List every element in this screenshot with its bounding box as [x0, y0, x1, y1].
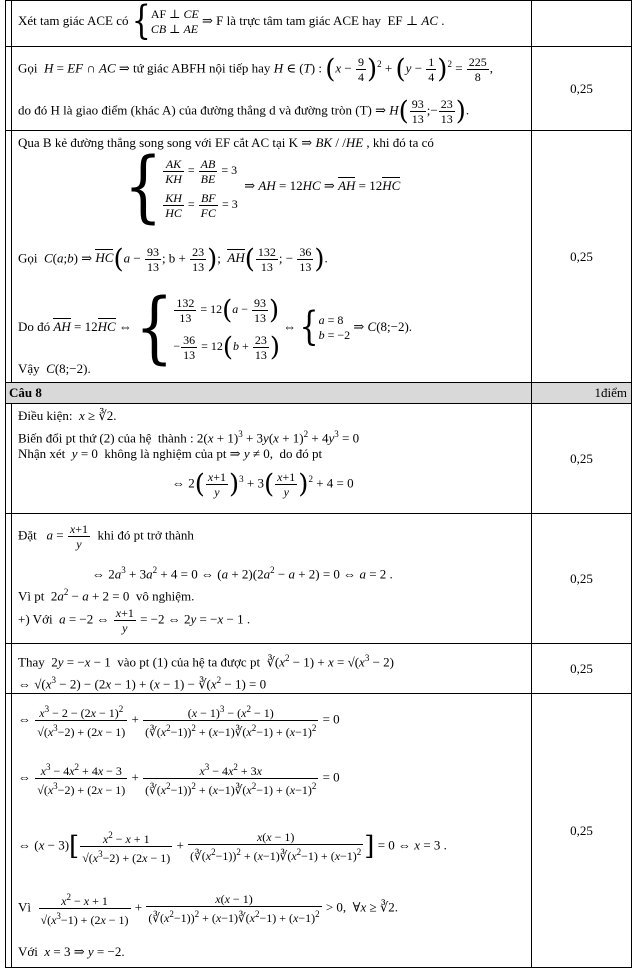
row-4-line-3: Nhận xét y = 0 không là nghiệm của pt ⇒ y ≠ 0, do đó pt: [18, 446, 323, 461]
row-2: [6, 47, 632, 131]
row-5-points: 0,25: [532, 514, 632, 644]
row-7-line-5: Với x = 3 ⇒ y = −2.: [18, 944, 125, 959]
row-3-content: [12, 131, 532, 383]
row-3-line-3: Gọi C(a;b) ⇒ HC(a − $\frac{93}{13}$ ; b + $\frac{23}{13}$ ); AH( $\frac{132}{13}$ ; − $\frac{36}{13}$ ).: [18, 244, 328, 275]
row-3-line-2: { $\frac{AK}{KH}$ = $\frac{AB}{BE}$ = 3 $\frac{KH}{HC}$ = $\frac{BF}{FC}$ = 3 ⇒ AH = 12HC ⇒ AH = 12HC: [124, 141, 401, 233]
row-5-content: [12, 514, 532, 644]
row-4-line-1: Điều kiện: x ≥ ∛2.: [18, 408, 117, 423]
row-4: [6, 404, 632, 514]
row-7: [6, 694, 632, 968]
row-1-line: Xét tam giác ACE có {AF ⊥ CE CB ⊥ AE ⇒ F là trực tâm tam giác ACE hay EF ⊥ AC .: [18, 0, 445, 45]
row-6-points: 0,25: [532, 644, 632, 694]
row-2-points: 0,25: [532, 47, 632, 131]
row-3-line-4: Do đó AH = 12HC ⇔ { $\frac{132}{13}$ = 12(a − $\frac{93}{13}$ ) − $\frac{36}{13}$ = 12(b + $\frac{23}{13}$ ) ⇔ {a = 8 b = −2 ⇒ C(8;−2).: [18, 282, 413, 374]
row-5-line-3: Vì pt $2a^2 - a + 2 = 0$ vô nghiệm.: [18, 587, 195, 604]
row-4-line-4: ⇔ 2( $\frac{x+1}{y}$ )$^3$ + 3( $\frac{x+1}{y}$ )$^2$ + 4 = 0: [172, 469, 354, 500]
row-5: [6, 514, 632, 644]
row-6-line-1: Thay 2y = −x − 1 vào pt (1) của hệ ta được pt $∛(x^2 - 1) + x = √(x^3 - 2)$: [18, 653, 394, 670]
row-6: [6, 644, 632, 694]
solution-table: [5, 0, 632, 968]
row-2-line-2: do đó H là giao điểm (khác A) của đường thẳng d và đường tròn (T) ⇒ H( $\frac{93}{13}$ ;− $\frac{23}{13}$ ).: [18, 96, 470, 127]
row-7-line-2: ⇔ $\frac{x^3 - 4x^2 + 4x - 3}{√(x^3-2) + (2x - 1)}$ + $\frac{x^3 - 4x^2 + 3x}{(∛(x^2-1))^2 + (x-1)∛(x^2-1) + (x-1)^2}$ = 0: [18, 762, 340, 797]
row-7-line-3: ⇔ (x − 3)[ $\frac{x^2 - x + 1}{√(x^3-2) + (2x - 1)}$ + $\frac{x(x - 1)}{(∛(x^2-1))^2 + (x-1)∛(x^2-1) + (x-1)^2}$ ] = 0 ⇔ x = 3 .: [18, 830, 447, 865]
row-1-content: [12, 1, 532, 47]
row-7-line-4: Vì $\frac{x^2 - x + 1}{√(x^3-1) + (2x - 1)}$ + $\frac{x(x - 1)}{(∛(x^2-1))^2 + (x-1)∛(x^2-1) + (x-1)^2}$ > 0, ∀x ≥ ∛2.: [18, 892, 398, 927]
row-7-content: [12, 694, 532, 968]
row-3: [6, 131, 632, 383]
row-3-line-1: Qua B kẻ đường thẳng song song với EF cắt AC tại K ⇒ BK / /HE , khi đó ta có: [18, 135, 434, 150]
row-5-line-1: Đặt a = $\frac{x+1}{y}$ khi đó pt trở thành: [18, 522, 194, 551]
section-header: [6, 383, 632, 404]
row-4-line-2: Biến đổi pt thứ (2) của hệ thành : $2(x + 1)^3 + 3y(x + 1)^2 + 4y^3 = 0$: [18, 429, 360, 446]
row-1-points: [532, 1, 632, 47]
section-points: 1điểm: [532, 383, 632, 404]
row-6-line-2: ⇔ $√(x^3 - 2) - (2x - 1) + (x - 1)$ − $∛(x^2 - 1) = 0$: [18, 675, 267, 692]
row-7-points: 0,25: [532, 694, 632, 968]
row-5-line-4: +) Với a = −2 ⇔ $\frac{x+1}{y}$ = −2 ⇔ 2y = −x − 1 .: [18, 606, 251, 635]
row-4-content: [12, 404, 532, 514]
row-2-line-1: Gọi H = EF ∩ AC ⇒ tứ giác ABFH nội tiếp hay H ∈ (T) : (x − $\frac{9}{4}$ )$^2$ + (y − $\frac{1}{4}$ )$^2$ = $\frac{225}{8}$ ,: [18, 54, 494, 85]
row-6-content: [12, 644, 532, 694]
row-7-line-1: ⇔ $\frac{x^3 - 2 - (2x - 1)^2}{√(x^3-2) + (2x - 1)}$ + $\frac{(x - 1)^3 - (x^2 - 1)}{(∛(x^2-1))^2 + (x-1)∛(x^2-1) + (x-1)^2}$ = 0: [18, 704, 340, 739]
section-label: Câu 8: [6, 383, 532, 404]
row-5-line-2: ⇔ $2a^3 + 3a^2 + 4 = 0$ ⇔ $(a + 2)(2a^2 - a + 2) = 0$ ⇔ a = 2 .: [92, 565, 393, 582]
row-2-content: [12, 47, 532, 131]
row-4-points: 0,25: [532, 404, 632, 514]
row-1: [6, 1, 632, 47]
row-3-line-5: Vậy C(8;−2).: [18, 361, 91, 376]
row-3-points: 0,25: [532, 131, 632, 383]
